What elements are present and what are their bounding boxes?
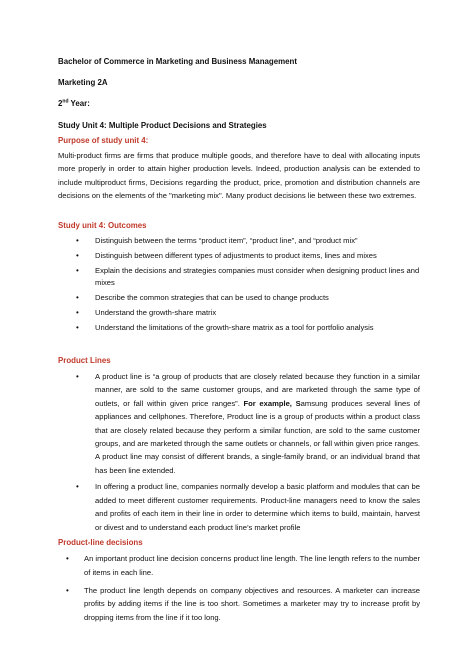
product-line-decisions-heading: Product-line decisions — [58, 537, 143, 547]
product-line-decisions-list — [58, 552, 420, 624]
product-line-definition: A product line is “a group of products that are closely related because they function in a similar manner, are sold to the same customer groups, and are marketed through the same type of outlets, or fall within given price ranges”. — [95, 372, 420, 408]
list-item: • An important product line decision concerns product line length. The line length refers to the number of items in each line. — [58, 552, 420, 579]
purpose-paragraph: Multi-product firms are firms that produce multiple goods, and therefore have to deal with allocating inputs more properly in order to attain higher production levels. Indeed, production analysis can be extended to include multiproduct firms, Decisions regarding the product, price, promotion and distribution channels are decisions on the elements of the "marketing mix". Many product decisions lie between these two extremes. — [58, 151, 420, 201]
list-item — [58, 370, 420, 477]
list-item: • Understand the growth-share matrix — [58, 307, 420, 319]
product-lines-heading: Product Lines — [58, 355, 111, 365]
unit-title: Study Unit 4: Multiple Product Decisions and Strategies — [58, 120, 267, 130]
course-title: Marketing 2A — [58, 78, 108, 88]
outcomes-list — [58, 235, 420, 334]
list-item: • In offering a product line, companies normally develop a basic platform and modules that can be added to meet different customer requirements. Product-line managers need to know the sales and profits of each item in their line in order to determine which items to build, maintain, harvest or divest and to understand each product line’s market profile — [58, 480, 420, 534]
year-number: 2 — [58, 99, 63, 109]
year-title — [58, 98, 420, 109]
year-ordinal: nd — [62, 98, 69, 105]
degree-title: Bachelor of Commerce in Marketing and Business Management — [58, 57, 297, 66]
example-label: For example, S — [243, 398, 301, 408]
year-label: Year: — [68, 99, 90, 109]
document-content — [58, 56, 420, 629]
list-item: • Explain the decisions and strategies companies must consider when designing product lines and mixes — [58, 265, 420, 289]
list-item: • Distinguish between the terms “product item”, “product line”, and “product mix” — [58, 235, 420, 247]
list-item: • Describe the common strategies that can be used to change products — [58, 292, 420, 304]
outcomes-heading: Study unit 4: Outcomes — [58, 220, 147, 230]
list-item: • The product line length depends on company objectives and resources. A marketer can increase profits by adding items if the line is too short. Sometimes a marketer may try to increase profit by dropping items from the line if it too long. — [58, 584, 420, 624]
product-lines-list — [58, 370, 420, 534]
list-item: • Understand the limitations of the growth-share matrix as a tool for portfolio analysis — [58, 322, 420, 334]
list-item: • Distinguish between different types of adjustments to product items, lines and mixes — [58, 250, 420, 262]
purpose-heading: Purpose of study unit 4: — [58, 135, 149, 145]
product-line-example: amsung produces several lines of appliances and cellphones. Therefore, Product line is a group of products within a product class that are closely related because they perform a similar function, are sold to the same customer groups, and are marketed through the same outlets or channels, or fall within given price ranges. A product line may consist of different brands, a single-family brand, or an individual brand that has been line extended. — [95, 398, 420, 475]
